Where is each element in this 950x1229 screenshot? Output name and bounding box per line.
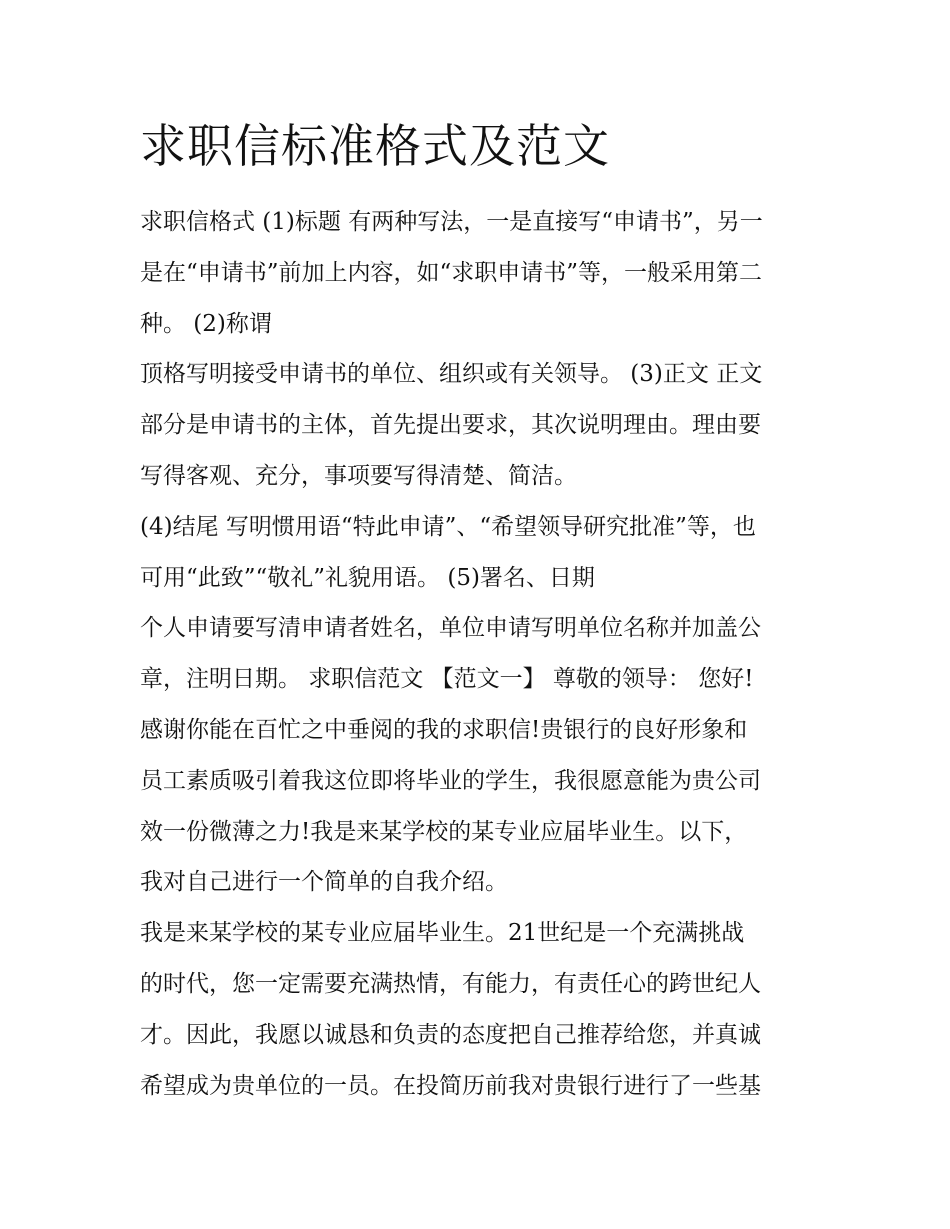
- body-line-16: 的时代，您一定需要充满热情，有能力，有责任心的跨世纪人: [140, 970, 761, 997]
- body-line-7: (4)结尾 写明惯用语“特此申请”、“希望领导研究批准”等，也: [140, 513, 756, 540]
- body-line-18: 希望成为贵单位的一员。在投简历前我对贵银行进行了一些基: [140, 1072, 761, 1099]
- body-line-5: 部分是申请书的主体，首先提出要求，其次说明理由。理由要: [140, 412, 761, 439]
- document-body: [140, 197, 820, 1111]
- body-line-15: 我是来某学校的某专业应届毕业生。21世纪是一个充满挑战: [140, 920, 745, 947]
- body-line-4: 顶格写明接受申请书的单位、组织或有关领导。 (3)正文 正文: [140, 361, 763, 388]
- body-line-12: 员工素质吸引着我这位即将毕业的学生，我很愿意能为贵公司: [140, 767, 761, 794]
- document-title: 求职信标准格式及范文: [140, 119, 610, 173]
- body-line-3: 种。 (2)称谓: [140, 310, 272, 337]
- body-line-13: 效一份微薄之力!我是来某学校的某专业应届毕业生。以下，: [140, 818, 748, 845]
- body-line-2: 是在“申请书”前加上内容，如“求职申请书”等，一般采用第二: [140, 259, 763, 286]
- body-line-10: 章，注明日期。 求职信范文 【范文一】 尊敬的领导： 您好!: [140, 666, 754, 693]
- body-line-6: 写得客观、充分，事项要写得清楚、简洁。: [140, 462, 577, 489]
- body-line-9: 个人申请要写清申请者姓名，单位申请写明单位名称并加盖公: [140, 615, 761, 642]
- body-line-14: 我对自己进行一个简单的自我介绍。: [140, 869, 508, 896]
- body-line-11: 感谢你能在百忙之中垂阅的我的求职信!贵银行的良好形象和: [140, 716, 748, 743]
- body-line-17: 才。因此，我愿以诚恳和负责的态度把自己推荐给您，并真诚: [140, 1021, 761, 1048]
- body-line-8: 可用“此致”“敬礼”礼貌用语。 (5)署名、日期: [140, 564, 595, 591]
- body-line-1: 求职信格式 (1)标题 有两种写法，一是直接写“申请书”，另一: [140, 209, 763, 235]
